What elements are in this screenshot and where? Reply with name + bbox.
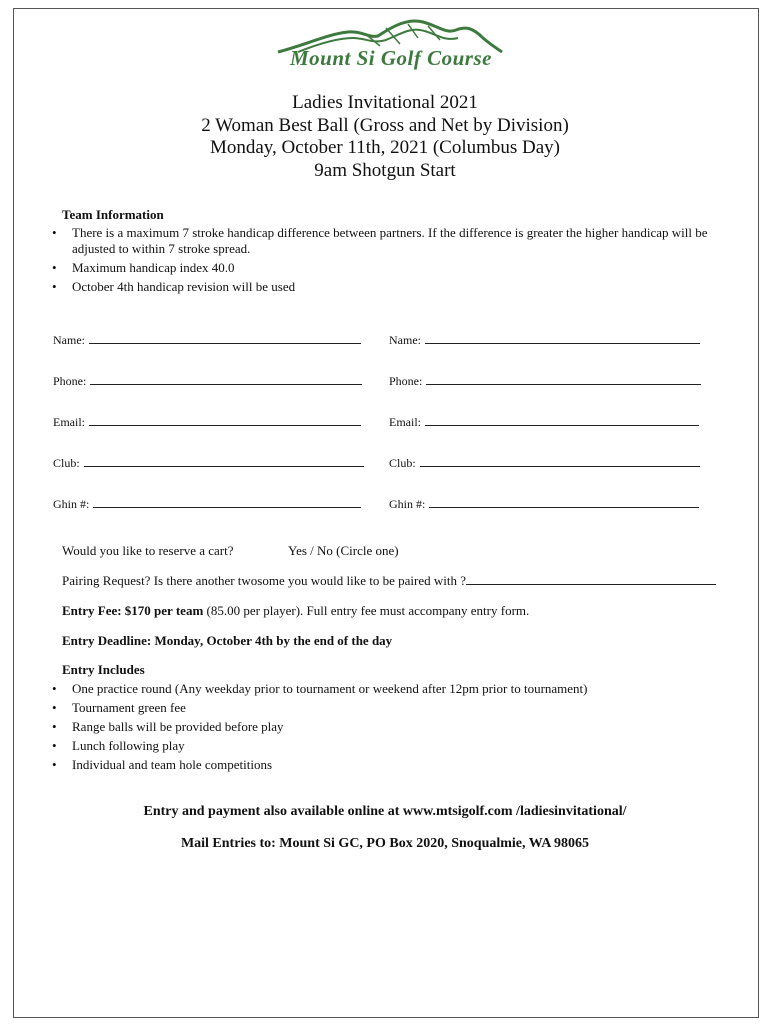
field-label: Email:	[53, 415, 85, 429]
field-label: Ghin #:	[53, 497, 90, 511]
team-info-list	[50, 225, 720, 298]
player2-club-field[interactable]	[389, 456, 700, 471]
player1-club-field[interactable]	[53, 456, 364, 471]
field-label: Name:	[53, 333, 85, 347]
entry-deadline	[62, 633, 392, 649]
field-label: Club:	[53, 456, 80, 470]
event-format: 2 Woman Best Ball (Gross and Net by Division)	[201, 114, 569, 136]
logo-text: Mount Si Golf Course	[290, 46, 492, 70]
player1-phone-field[interactable]	[53, 374, 362, 389]
cart-question-text: Would you like to reserve a cart?	[62, 543, 234, 558]
list-item: • October 4th handicap revision will be used	[50, 279, 720, 295]
club-line[interactable]	[420, 456, 700, 467]
list-item: • Lunch following play	[50, 738, 720, 754]
pairing-question: Pairing Request? Is there another twosome you would like to be paired with ?	[62, 573, 466, 588]
online-entry-note: Entry and payment also available online at www.mtsigolf.com /ladiesinvitational/	[143, 804, 627, 819]
pairing-request	[62, 573, 716, 589]
event-title: Ladies Invitational 2021	[292, 92, 478, 113]
list-item: • Individual and team hole competitions	[50, 757, 720, 773]
field-label: Email:	[389, 415, 421, 429]
player2-name-field[interactable]	[389, 333, 700, 348]
ghin-line[interactable]	[429, 497, 699, 508]
player2-email-field[interactable]	[389, 415, 699, 430]
name-line[interactable]	[89, 333, 361, 344]
player2-phone-field[interactable]	[389, 374, 701, 389]
cart-question	[62, 543, 234, 559]
event-start: 9am Shotgun Start	[314, 159, 456, 181]
player2-ghin-field[interactable]	[389, 497, 699, 512]
list-item: • One practice round (Any weekday prior to tournament or weekend after 12pm prior to tournament)	[50, 681, 720, 697]
cart-answer[interactable]: Yes / No (Circle one)	[288, 543, 399, 558]
pairing-line[interactable]	[466, 574, 716, 585]
entry-fee-details: (85.00 per player). Full entry fee must accompany entry form.	[203, 603, 530, 618]
name-line[interactable]	[425, 333, 700, 344]
course-logo	[268, 16, 504, 78]
email-line[interactable]	[89, 415, 361, 426]
event-header	[0, 92, 770, 182]
entry-fee	[62, 603, 529, 619]
entry-includes-list	[50, 681, 720, 776]
email-line[interactable]	[425, 415, 699, 426]
event-date: Monday, October 11th, 2021 (Columbus Day)	[209, 137, 561, 158]
phone-line[interactable]	[426, 374, 701, 385]
field-label: Name:	[389, 333, 421, 347]
list-item: • There is a maximum 7 stroke handicap difference between partners. If the difference is greater the higher handicap will be adjusted to within 7 stroke spread.	[50, 225, 720, 257]
field-label: Phone:	[53, 374, 87, 388]
entry-includes-title: Entry Includes	[62, 662, 145, 677]
phone-line[interactable]	[90, 374, 362, 385]
player1-name-field[interactable]	[53, 333, 361, 348]
field-label: Ghin #:	[389, 497, 426, 511]
field-label: Club:	[389, 456, 416, 470]
player1-ghin-field[interactable]	[53, 497, 361, 512]
field-label: Phone:	[389, 374, 423, 388]
list-item: • Tournament green fee	[50, 700, 720, 716]
team-info-title: Team Information	[62, 207, 164, 222]
club-line[interactable]	[84, 456, 364, 467]
entry-deadline-label: Entry Deadline: Monday, October 4th by the end of the day	[62, 633, 393, 648]
list-item: • Range balls will be provided before play	[50, 719, 720, 735]
mail-entries-note: Mail Entries to: Mount Si GC, PO Box 2020, Snoqualmie, WA 98065	[180, 836, 590, 851]
player1-email-field[interactable]	[53, 415, 361, 430]
list-item: • Maximum handicap index 40.0	[50, 260, 720, 276]
entry-fee-label: Entry Fee: $170 per team	[62, 603, 204, 618]
ghin-line[interactable]	[93, 497, 361, 508]
